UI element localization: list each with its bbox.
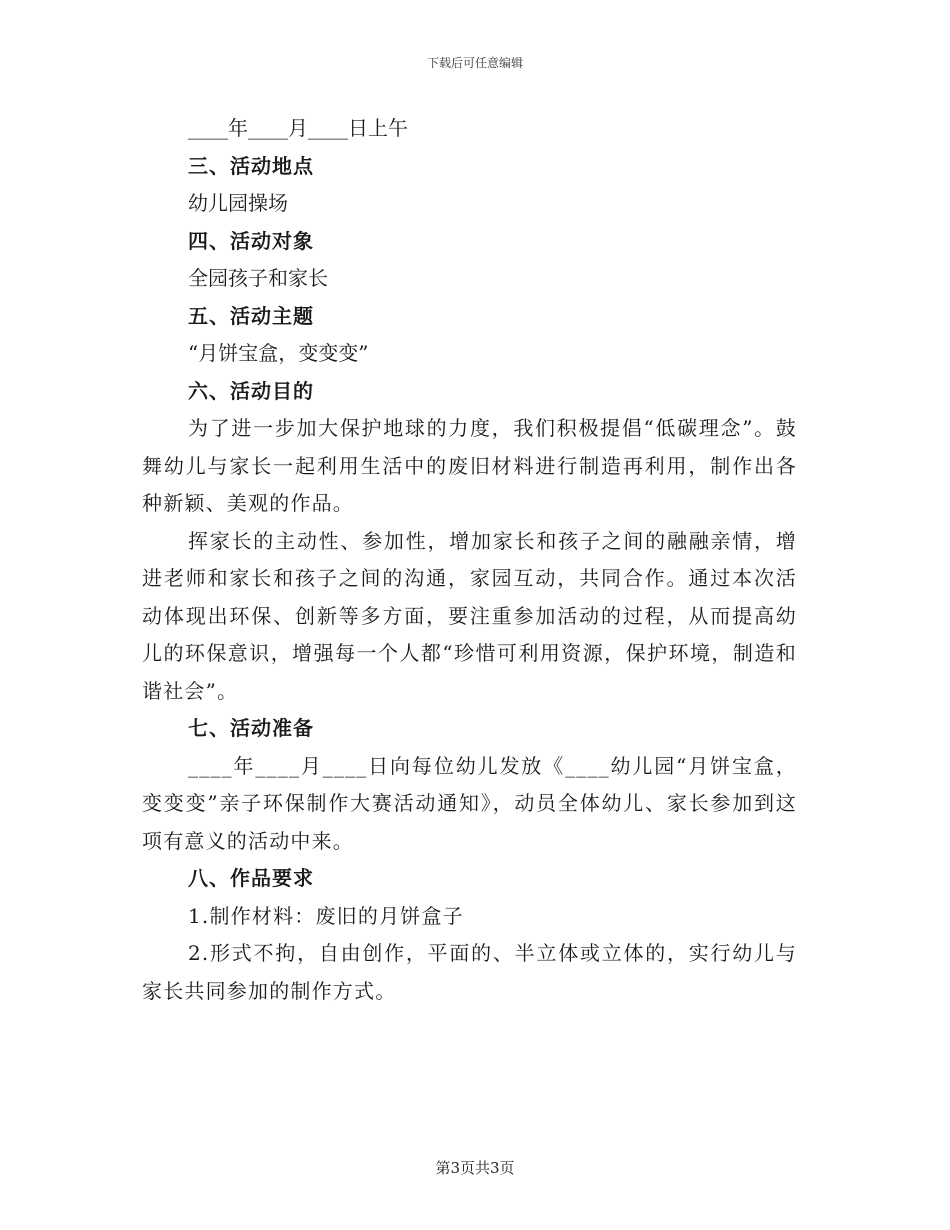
document-body <box>142 110 802 1010</box>
section-3-heading: 三、活动地点 <box>188 153 314 178</box>
section-8-item-1: 1.制作材料：废旧的月饼盒子 <box>188 903 464 928</box>
section-6-heading: 六、活动目的 <box>188 378 314 403</box>
section-6-paragraph-1: 为了进一步加大保护地球的力度，我们积极提倡“低碳理念”。鼓舞幼儿与家长一起利用生活中的废旧材料进行制造再利用，制作出各种新颖、美观的作品。 <box>142 416 797 515</box>
section-7-heading: 七、活动准备 <box>188 716 314 740</box>
section-5-text: “月饼宝盒，变变变” <box>188 341 369 365</box>
section-3-text: 幼儿园操场 <box>188 191 288 215</box>
section-4-text: 全园孩子和家长 <box>188 266 328 290</box>
page-footer: 第3页共3页 <box>435 1159 515 1177</box>
activity-time: ____年____月____日上午 <box>188 116 408 140</box>
section-6-paragraph-2: 挥家长的主动性、参加性，增加家长和孩子之间的融融亲情，增进老师和家长和孩子之间的沟通，家园互动，共同合作。通过本次活动体现出环保、创新等多方面，要注重参加活动的过程，从而提高幼儿的环保意识，增强每一个人都“珍惜可利用资源，保护环境，制造和谐社会”。 <box>142 528 797 703</box>
section-8-item-2: 2.形式不拘，自由创作，平面的、半立体或立体的，实行幼儿与家长共同参加的制作方式。 <box>142 941 797 1003</box>
page-header: 下载后可任意编辑 <box>426 56 523 70</box>
section-8-heading: 八、作品要求 <box>188 866 314 890</box>
section-5-heading: 五、活动主题 <box>188 303 314 328</box>
section-7-paragraph: ____年____月____日向每位幼儿发放《____幼儿园“月饼宝盒，变变变”亲子环保制作大赛活动通知》，动员全体幼儿、家长参加到这项有意义的活动中来。 <box>142 753 797 853</box>
section-4-heading: 四、活动对象 <box>188 228 314 253</box>
